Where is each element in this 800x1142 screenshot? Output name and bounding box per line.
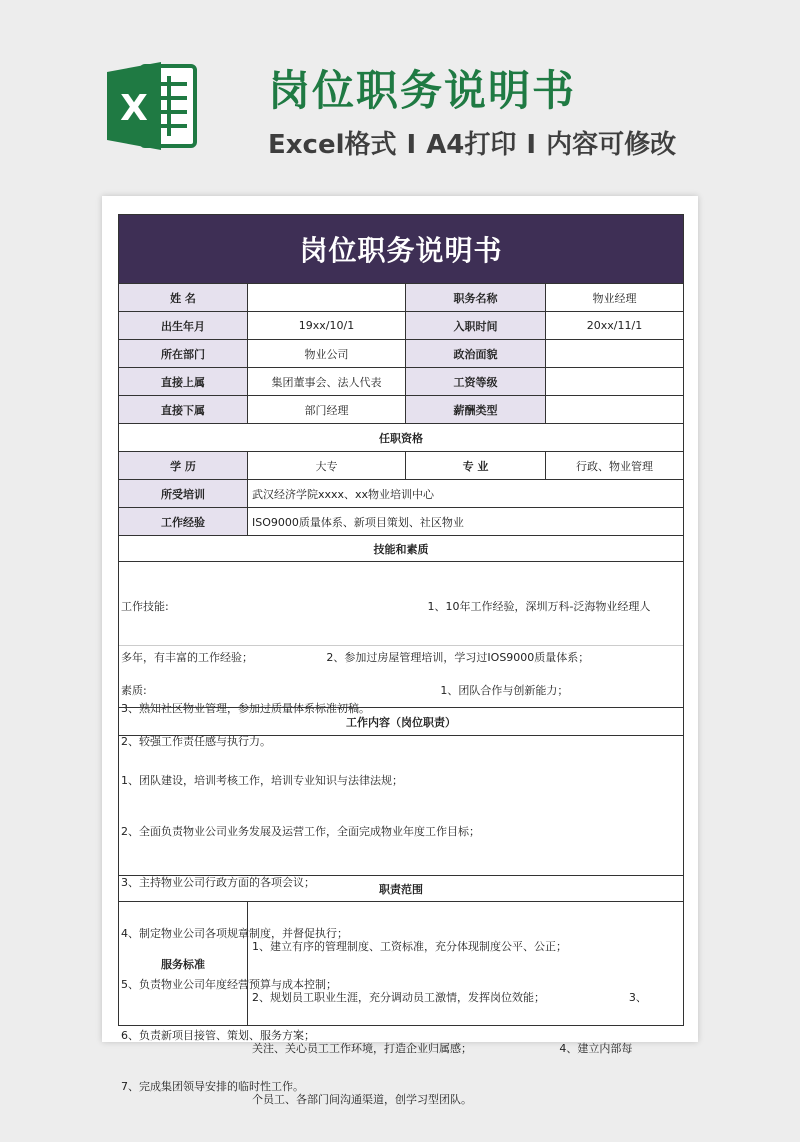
subtitle-separator: I xyxy=(526,130,537,160)
scope-cell[interactable] xyxy=(247,902,683,1106)
label-training: 所受培训 xyxy=(119,480,247,507)
label-service-standard: 服务标准 xyxy=(161,957,205,971)
label-major: 专 业 xyxy=(405,452,545,479)
value-birth[interactable]: 19xx/10/1 xyxy=(247,312,405,339)
table-row xyxy=(119,451,683,479)
subtitle-print: A4打印 xyxy=(426,130,517,160)
section-title: 技能和素质 xyxy=(373,542,429,556)
subtitle-editable: 内容可修改 xyxy=(546,130,677,160)
scope-line: 关注、关心员工工作环境，打造企业归属感； 4、建立内部每 xyxy=(252,1042,633,1055)
section-title: 工作内容（岗位职责） xyxy=(346,715,456,729)
section-title: 职责范围 xyxy=(379,882,423,896)
sheet-title: 岗位职务说明书 xyxy=(299,234,503,267)
skills-line: 3、熟知社区物业管理，参加过质量体系标准初稿。 xyxy=(121,702,370,715)
duty-line: 5、负责物业公司年度经营预算与成本控制； xyxy=(121,978,337,991)
table-row xyxy=(119,367,683,395)
value-superior[interactable]: 集团董事会、法人代表 xyxy=(247,368,405,395)
section-header-skills xyxy=(119,535,683,561)
subtitle-separator: I xyxy=(406,130,417,160)
label-political: 政治面貌 xyxy=(405,340,545,367)
banner-subtitle xyxy=(268,124,676,161)
label-position: 职务名称 xyxy=(405,284,545,311)
value-salary-grade[interactable] xyxy=(545,368,683,395)
value-department[interactable]: 物业公司 xyxy=(247,340,405,367)
table-row xyxy=(119,395,683,423)
duty-line: 7、完成集团领导安排的临时性工作。 xyxy=(121,1080,304,1093)
excel-logo-icon xyxy=(103,58,199,154)
duty-line: 1、团队建设，培训考核工作，培训专业知识与法律法规； xyxy=(121,774,403,787)
scope-text xyxy=(250,902,683,1106)
table-row xyxy=(119,507,683,535)
section-title: 任职资格 xyxy=(379,431,423,445)
skills-line: 多年，有丰富的工作经验； 2、参加过房屋管理培训，学习过IOS9000质量体系； xyxy=(121,651,590,664)
value-political[interactable] xyxy=(545,340,683,367)
header-banner xyxy=(0,0,800,190)
banner-title: 岗位职务说明书 xyxy=(268,66,577,115)
value-major[interactable]: 行政、物业管理 xyxy=(545,452,683,479)
section-header-scope xyxy=(119,875,683,901)
value-experience[interactable]: ISO9000质量体系、新项目策划、社区物业 xyxy=(247,508,683,535)
value-training[interactable]: 武汉经济学院xxxx、xx物业培训中心 xyxy=(247,480,683,507)
label-entry-date: 入职时间 xyxy=(405,312,545,339)
skills-line: 工作技能: 1、10年工作经验，深圳万科-泛海物业经理人 xyxy=(121,600,651,613)
table-row xyxy=(119,283,683,311)
svg-text:X: X xyxy=(120,88,148,129)
label-superior: 直接上属 xyxy=(119,368,247,395)
value-entry-date[interactable]: 20xx/11/1 xyxy=(545,312,683,339)
scope-line: 1、建立有序的管理制度、工资标准，充分体现制度公平、公正； xyxy=(252,940,567,953)
value-name[interactable] xyxy=(247,284,405,311)
duty-line: 6、负责新项目接管、策划、服务方案； xyxy=(121,1029,315,1042)
table-row xyxy=(119,339,683,367)
label-experience: 工作经验 xyxy=(119,508,247,535)
table-row xyxy=(119,479,683,507)
label-subordinate: 直接下属 xyxy=(119,396,247,423)
label-education: 学 历 xyxy=(119,452,247,479)
table-row xyxy=(119,311,683,339)
section-header-qualification xyxy=(119,423,683,451)
value-education[interactable]: 大专 xyxy=(247,452,405,479)
value-subordinate[interactable]: 部门经理 xyxy=(247,396,405,423)
sheet-title-bar xyxy=(119,215,683,283)
job-description-sheet xyxy=(118,214,684,1106)
scope-line: 2、规划员工职业生涯，充分调动员工激情，发挥岗位效能； 3、 xyxy=(252,991,647,1004)
subtitle-format: Excel格式 xyxy=(268,130,397,160)
duty-line: 3、主持物业公司行政方面的各项会议； xyxy=(121,876,315,889)
label-salary-grade: 工资等级 xyxy=(405,368,545,395)
quality-line: 2、较强工作责任感与执行力。 xyxy=(121,735,271,748)
scope-line: 个员工、各部门间沟通渠道，创学习型团队。 xyxy=(252,1093,472,1106)
section-header-duties xyxy=(119,707,683,735)
label-department: 所在部门 xyxy=(119,340,247,367)
label-pay-type: 薪酬类型 xyxy=(405,396,545,423)
quality-line: 素质: 1、团队合作与创新能力； xyxy=(121,684,569,697)
value-position[interactable]: 物业经理 xyxy=(545,284,683,311)
duty-line: 4、制定物业公司各项规章制度，并督促执行； xyxy=(121,927,348,940)
label-birth: 出生年月 xyxy=(119,312,247,339)
label-name: 姓 名 xyxy=(119,284,247,311)
value-pay-type[interactable] xyxy=(545,396,683,423)
duty-line: 2、全面负责物业公司业务发展及运营工作，全面完成物业年度工作目标； xyxy=(121,825,480,838)
